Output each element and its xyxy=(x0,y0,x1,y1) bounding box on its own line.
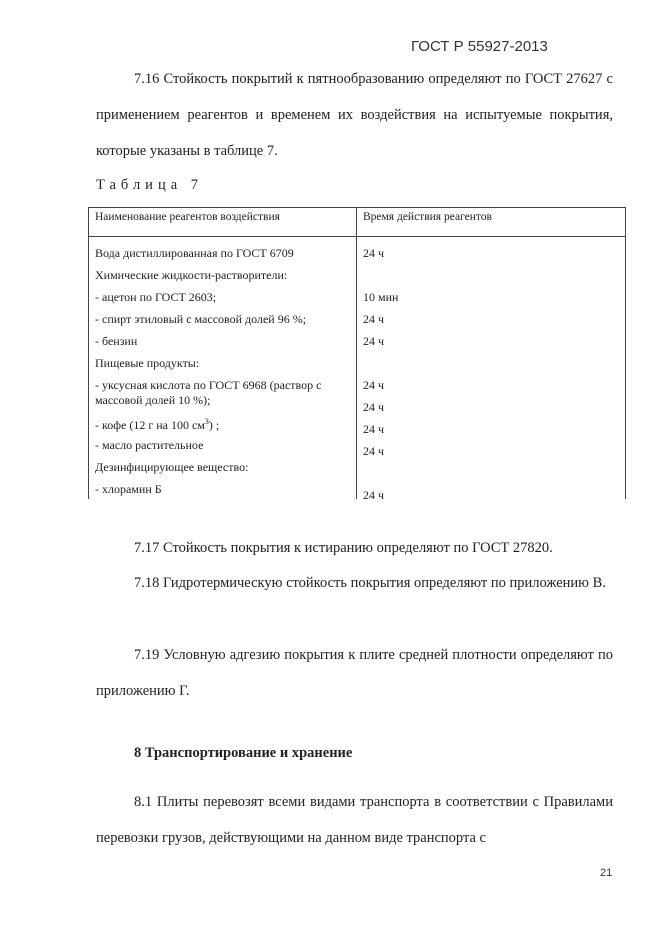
table-cell-time: 24 ч xyxy=(363,246,385,260)
table-cell-time: 24 ч xyxy=(363,334,385,348)
table-cell-time: 24 ч xyxy=(363,400,385,414)
table-cell-name: Пищевые продукты: xyxy=(95,356,200,370)
table-cell-name: массовой долей 10 %); xyxy=(95,393,211,407)
table-cell-time: 24 ч xyxy=(363,488,385,502)
paragraph-8-1: 8.1 Плиты перевозят всеми видами транспорта в соответствии с Правилами перевозки грузов, действующими на данном виде транспорта с xyxy=(96,794,613,846)
table-cell-name: - масло растительное xyxy=(95,438,204,452)
section-title: 8 Транспортирование и хранение xyxy=(134,745,353,761)
table-cell-time: 24 ч xyxy=(363,312,385,326)
paragraph-7-16: 7.16 Стойкость покрытий к пятнообразованию определяют по ГОСТ 27627 с применением реагентов и временем их воздействия на испытуемые покрытия, которые указаны в таблице 7. xyxy=(96,71,613,159)
table-cell-name: - ацетон по ГОСТ 2603; xyxy=(95,290,217,304)
table-cell-time: 10 мин xyxy=(363,290,399,304)
paragraph-7-17: 7.17 Стойкость покрытия к истиранию определяют по ГОСТ 27820. xyxy=(134,540,553,556)
table-caption: Таблица 7 xyxy=(96,177,204,193)
table-cell-time: 24 ч xyxy=(363,422,385,436)
table-cell-name: Дезинфицирующее вещество: xyxy=(95,460,249,474)
table-cell-name: - кофе (12 г на 100 $см^3$) ; xyxy=(95,417,220,432)
reagents-table xyxy=(88,207,626,502)
table-cell-name: - уксусная кислота по ГОСТ 6968 (раствор с xyxy=(95,378,322,392)
table-cell-time: 24 ч xyxy=(363,378,385,392)
paragraph-7-19: 7.19 Условную адгезию покрытия к плите средней плотности определяют по приложению Г. xyxy=(96,647,613,699)
table-cell-name: Химические жидкости-растворители: xyxy=(95,268,288,282)
table-cell-name: - спирт этиловый с массовой долей 96 %; xyxy=(95,312,307,326)
table-header-reagents: Наименование реагентов воздействия xyxy=(95,211,280,223)
page-number: 21 xyxy=(600,867,613,879)
document-header: ГОСТ Р 55927-2013 xyxy=(411,38,548,55)
table-cell-name: Вода дистиллированная по ГОСТ 6709 xyxy=(95,246,294,260)
table-cell-time: 24 ч xyxy=(363,444,385,458)
table-cell-name: - бензин xyxy=(95,334,138,348)
table-header-time: Время действия реагентов xyxy=(363,211,492,223)
table-cell-name: - хлорамин Б xyxy=(95,482,162,496)
paragraph-7-18: 7.18 Гидротермическую стойкость покрытия определяют по приложению В. xyxy=(134,575,606,591)
